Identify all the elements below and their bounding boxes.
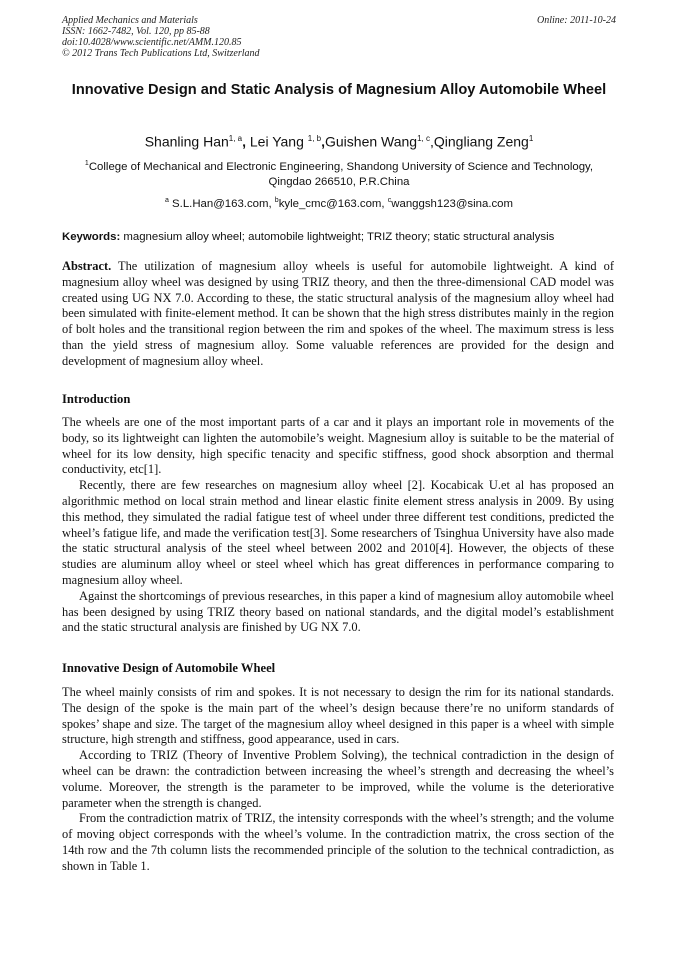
author-name: Guishen Wang [325, 133, 418, 150]
paragraph: The wheels are one of the most important parts of a car and it plays an important role in movements of the body, so its lightweight can lighten the automobile’s weight. Magnesium alloy is suitable to be the material of wheel for its low density, high specific tenacity and specific stiffness, good shock absorption and thermal conductivity, etc[1]. [62, 415, 614, 477]
paper-title: Innovative Design and Static Analysis of Magnesium Alloy Automobile Wheel [71, 82, 607, 98]
author-separator: , [430, 133, 434, 150]
keywords-text: magnesium alloy wheel; automobile lightweight; TRIZ theory; static structural analysis [120, 231, 555, 243]
email-address: wanggsh123@sina.com [391, 197, 514, 210]
email-sup: a [164, 197, 169, 204]
email-address: S.L.Han@163.com, [168, 197, 275, 210]
abstract [62, 259, 614, 370]
author-list [62, 130, 616, 151]
paragraph: Against the shortcomings of previous researches, in this paper a kind of magnesium alloy automobile wheel has been designed by using TRIZ theory based on national standards, and the digital model’s establishment and the static structural analysis are finished by UG NX 7.0. [62, 588, 614, 635]
author-name: Shanling Han [144, 133, 229, 150]
author-affil-sup: 1, b [307, 134, 322, 143]
paragraph: According to TRIZ (Theory of Inventive Problem Solving), the technical contradiction in the design of wheel can be drawn: the contradiction between increasing the wheel’s strength and decreasing the wheel’s volume. Moreover, the strength is the parameter to be improved, while the volume is the deteriorative parameter when the strength is changed. [62, 748, 614, 810]
journal-header [62, 15, 260, 59]
paragraph: The wheel mainly consists of rim and spokes. It is not necessary to design the rim for its national standards. The design of the spoke is the main part of the wheel’s design because there’re no uniform standards of spokes’ shape and size. The target of the magnesium alloy wheel designed in this paper is a wheel with simple structure, high strength and stiffness, good appearance, used in cars. [62, 685, 614, 747]
affiliation-text: College of Mechanical and Electronic Engineering, Shandong University of Science and Technology, Qingdao 266510, P.R.China [88, 160, 594, 188]
keywords [62, 230, 616, 244]
author-separator: , [242, 133, 250, 150]
introduction-body [62, 415, 614, 636]
author-name: Qingliang Zeng [433, 133, 529, 150]
affiliation [80, 156, 598, 190]
copyright-line: © 2012 Trans Tech Publications Ltd, Switzerland [62, 48, 260, 59]
section-heading-design: Innovative Design of Automobile Wheel [62, 661, 276, 675]
affiliation-sup: 1 [84, 160, 89, 167]
paragraph: From the contradiction matrix of TRIZ, the intensity corresponds with the wheel’s strength; and the volume of moving object corresponds with the wheel’s volume. In the contradiction matrix, the cross section of the 14th row and the 7th column lists the recommended principle of the solution to the technical contradiction, as shown in Table 1. [62, 811, 614, 873]
journal-name: Applied Mechanics and Materials [62, 15, 198, 26]
paragraph: Recently, there are few researches on magnesium alloy wheel [2]. Kocabicak U.et al has proposed an algorithmic method on local strain method and linear elastic finite element stress analysis in 2009. By using this method, they simulated the radial fatigue test of wheel under three different test conditions, predicted the wheel’s fatigue life, and made the verification test[3]. Some researchers of Tsinghua University have also made the static structural analysis of the steel wheel between 2002 and 2010[4]. However, the objects of these studies are aluminum alloy wheel or steel wheel which has great differences in performance comparing to magnesium alloy wheel. [62, 478, 614, 587]
design-body [62, 685, 614, 875]
author-name: Lei Yang [249, 133, 308, 150]
doi-line: doi:10.4028/www.scientific.net/AMM.120.85 [62, 37, 242, 48]
abstract-text: The utilization of magnesium alloy wheels is useful for automobile lightweight. A kind of magnesium alloy wheel was designed by using TRIZ theory, and then the three-dimensional CAD model was created using UG NX 7.0. According to these, the static structural analysis of the magnesium alloy wheel had been simulated with finite-element method. It can be shown that the high stress distributes mainly in the region of bolt holes and the transitional region between the rim and spokes of the wheel. The maximum stress is less than the yield stress of magnesium alloy. Some valuable references are provided for the design and development of magnesium alloy wheel. [62, 259, 614, 368]
keywords-label: Keywords: [62, 231, 121, 243]
issn-line: ISSN: 1662-7482, Vol. 120, pp 85-88 [62, 26, 210, 37]
author-affil-sup: 1 [528, 134, 534, 143]
abstract-label: Abstract. [62, 259, 112, 273]
email-list [62, 194, 616, 211]
author-affil-sup: 1, c [417, 134, 430, 143]
author-separator: , [321, 133, 325, 150]
online-date: Online: 2011-10-24 [537, 15, 616, 26]
section-heading-introduction: Introduction [62, 392, 131, 406]
email-sup: b [274, 197, 279, 204]
email-sup: c [387, 197, 392, 204]
author-affil-sup: 1, a [228, 134, 243, 143]
email-address: kyle_cmc@163.com, [278, 197, 388, 210]
